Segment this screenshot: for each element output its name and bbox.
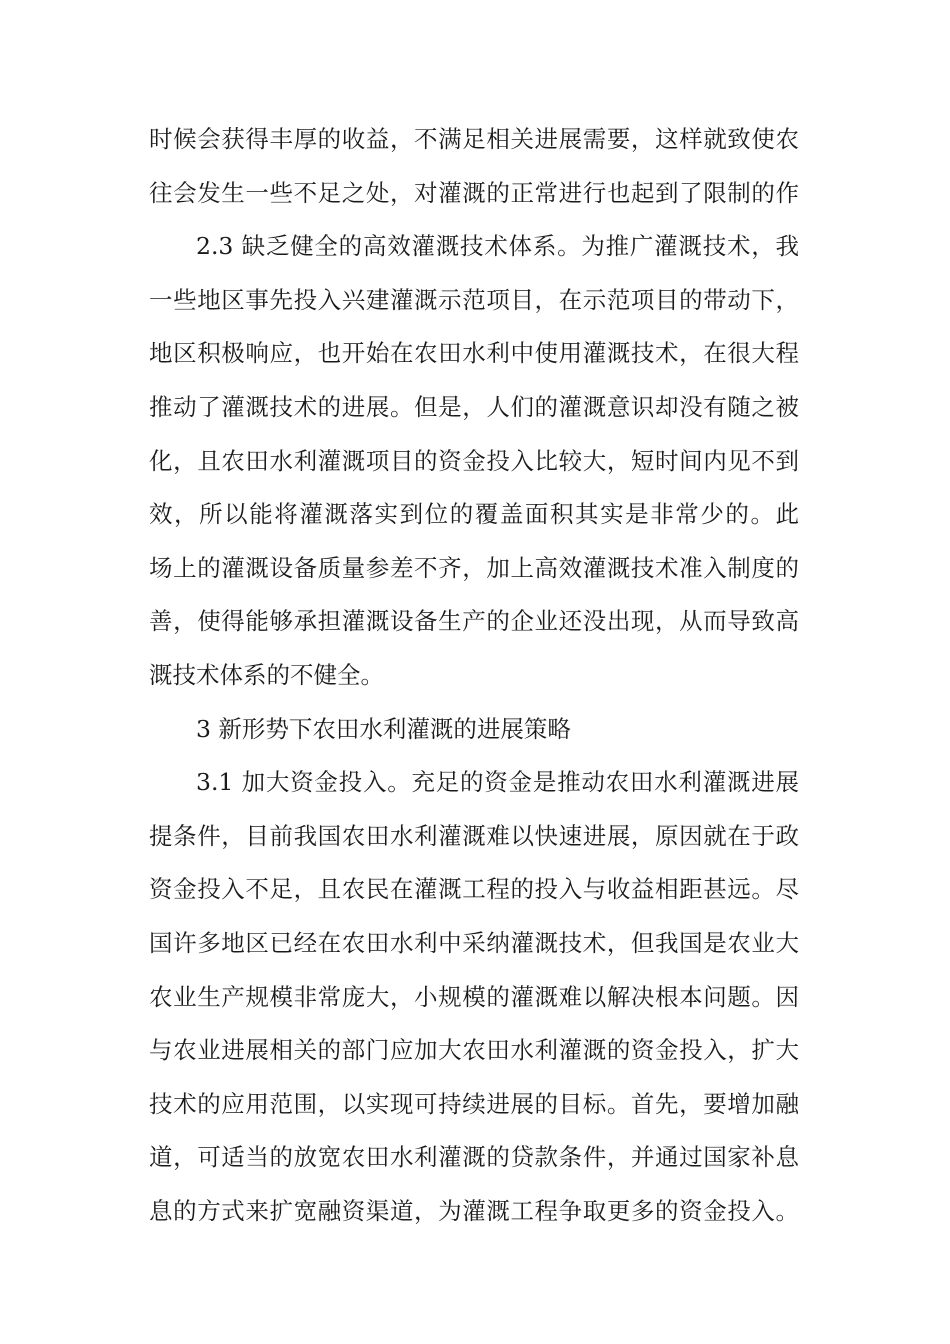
text-line: 善，使得能够承担灌溉设备生产的企业还没出现，从而导致高 [149,607,799,636]
text-line: 地区积极响应，也开始在农田水利中使用灌溉技术，在很大程 [149,339,799,368]
text-line: 时候会获得丰厚的收益，不满足相关进展需要，这样就致使农 [149,125,799,153]
text-line: 化，且农田水利灌溉项目的资金投入比较大，短时间内见不到 [149,446,799,475]
text-line: 2.3 缺乏健全的高效灌溉技术体系。为推广灌溉技术，我 [196,232,799,261]
text-line: 效，所以能将灌溉落实到位的覆盖面积其实是非常少的。此 [149,500,799,529]
text-line: 溉技术体系的不健全。 [149,660,384,689]
text-line: 3 新形势下农田水利灌溉的进展策略 [196,714,571,743]
text-line: 推动了灌溉技术的进展。但是，人们的灌溉意识却没有随之被 [149,392,799,421]
document-body [149,113,799,1238]
text-line: 国许多地区已经在农田水利中采纳灌溉技术，但我国是农业大 [149,928,799,957]
text-line: 农业生产规模非常庞大，小规模的灌溉难以解决根本问题。因 [149,982,799,1011]
text-line: 提条件，目前我国农田水利灌溉难以快速进展，原因就在于政 [149,821,799,850]
text-line: 往会发生一些不足之处，对灌溉的正常进行也起到了限制的作 [149,178,799,207]
text-line: 技术的应用范围，以实现可持续进展的目标。首先，要增加融 [149,1089,799,1118]
text-line: 资金投入不足，且农民在灌溉工程的投入与收益相距甚远。尽 [149,875,799,904]
text-line: 道，可适当的放宽农田水利灌溉的贷款条件，并通过国家补息 [149,1143,799,1172]
text-line: 3.1 加大资金投入。充足的资金是推动农田水利灌溉进展 [196,768,799,797]
text-line: 与农业进展相关的部门应加大农田水利灌溉的资金投入，扩大 [149,1036,799,1065]
text-line: 息的方式来扩宽融资渠道，为灌溉工程争取更多的资金投入。 [149,1196,799,1225]
text-line: 场上的灌溉设备质量参差不齐，加上高效灌溉技术准入制度的 [149,553,799,582]
text-line: 一些地区事先投入兴建灌溉示范项目，在示范项目的带动下， [149,285,799,314]
